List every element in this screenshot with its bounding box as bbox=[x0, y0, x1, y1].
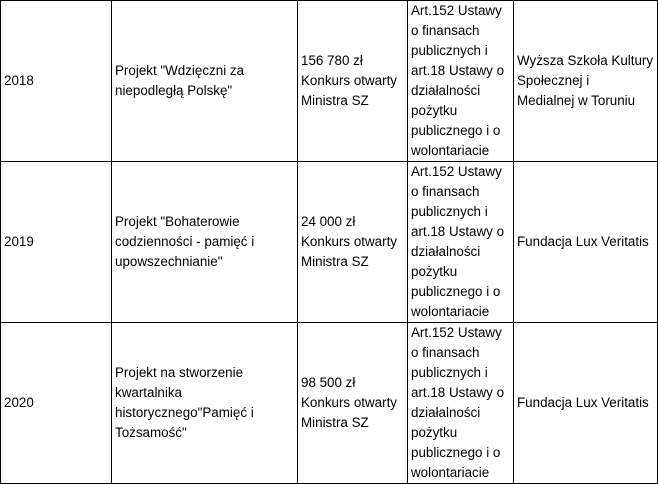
funding-cell: 156 780 zł Konkurs otwarty Ministra SZ bbox=[298, 1, 408, 162]
table-row bbox=[1, 1, 658, 162]
funding-cell: 98 500 zł Konkurs otwarty Ministra SZ bbox=[298, 323, 408, 484]
project-cell: Projekt na stworzenie kwartalnika historycznego"Pamięć i Tożsamość" bbox=[112, 323, 298, 484]
table-row bbox=[1, 162, 658, 323]
project-cell: Projekt "Wdzięczni za niepodległą Polskę" bbox=[112, 1, 298, 162]
year-cell: 2019 bbox=[1, 162, 112, 323]
legal-basis-cell: Art.152 Ustawy o finansach publicznych i art.18 Ustawy o działalności pożytku publicznego i o wolontariacie bbox=[408, 1, 514, 162]
year-cell: 2018 bbox=[1, 1, 112, 162]
legal-basis-cell: Art.152 Ustawy o finansach publicznych i art.18 Ustawy o działalności pożytku publicznego i o wolontariacie bbox=[408, 162, 514, 323]
year-cell: 2020 bbox=[1, 323, 112, 484]
organization-cell: Fundacja Lux Veritatis bbox=[514, 323, 658, 484]
project-cell: Projekt "Bohaterowie codzienności - pamięć i upowszechnianie" bbox=[112, 162, 298, 323]
legal-basis-cell: Art.152 Ustawy o finansach publicznych i art.18 Ustawy o działalności pożytku publicznego i o wolontariacie bbox=[408, 323, 514, 484]
table-row bbox=[1, 323, 658, 484]
organization-cell: Fundacja Lux Veritatis bbox=[514, 162, 658, 323]
funding-cell: 24 000 zł Konkurs otwarty Ministra SZ bbox=[298, 162, 408, 323]
organization-cell: Wyższa Szkoła Kultury Społecznej i Medialnej w Toruniu bbox=[514, 1, 658, 162]
